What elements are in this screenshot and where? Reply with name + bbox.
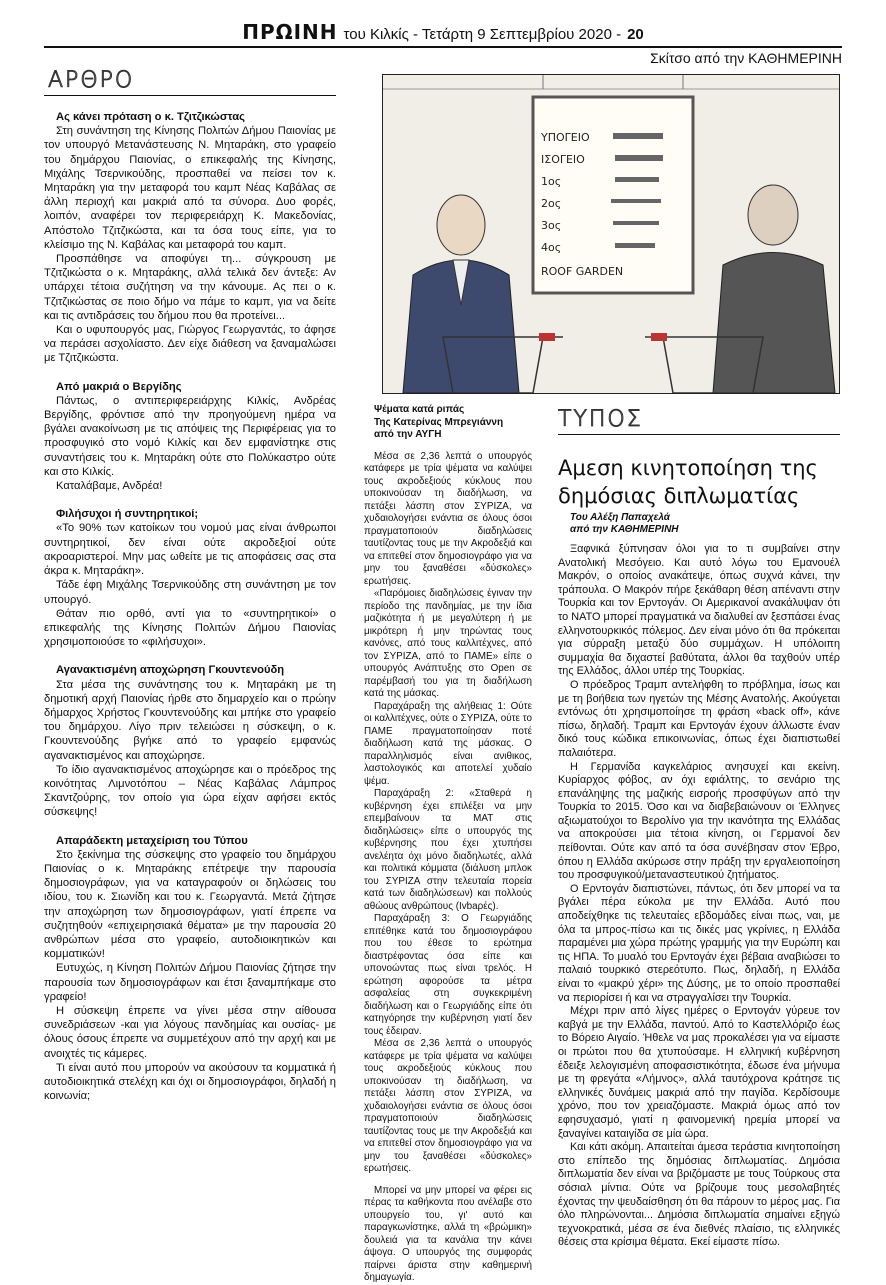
floor-label: 3ος bbox=[541, 219, 562, 232]
masthead-rule bbox=[44, 46, 842, 48]
section-label-typos: ΤΥΠΟΣ bbox=[558, 407, 643, 432]
article-column bbox=[44, 110, 336, 1103]
paragraph: Το ίδιο αγανακτισμένος αποχώρησε και ο πρόεδρος της κοινότητας Λιμνοτόπου – Νέας Καβάλας Λάμπρος Σκαντζούρης, τον οποίο για ώρα είχαν αφήσει εκτός σύσκεψης! bbox=[44, 763, 336, 819]
paragraph: Ο Ερντογάν διαπιστώνει, πάντως, ότι δεν μπορεί να τα βγάλει πέρα εύκολα με την Ελλάδα. Αυτό που αποδείχθηκε τις τελευταίες εβδομάδες είναι πως, ναι, με όλα τα μπρος-πίσω και τις δικές μας γκρίνιες, η Ελλάδα παραμένει μια χώρα πρώτης γραμμής για την Ευρώπη και τις ΗΠΑ. Το μυαλό του Ερντογάν έχει βέβαια αναβιώσει το παλαιό τουρκικό στερεότυπο. Πως, δηλαδή, η Ελλάδα είναι το «μακρύ χέρι» της Δύσης, με το οποίο προσπαθεί να περιορίσει ή και να στραγγαλίσει την Τουρκία. bbox=[558, 882, 840, 1004]
press-source: από την ΑΥΓΗ bbox=[374, 429, 442, 440]
paragraph: Καταλάβαμε, Ανδρέα! bbox=[56, 480, 163, 493]
press-title: Ψέματα κατά ριπάς bbox=[374, 404, 465, 415]
missile-icon bbox=[613, 221, 659, 225]
paragraph: Πάντως, ο αντιπεριφερειάρχης Κιλκίς, Ανδρέας Βεργίδης, φρόντισε από την προηγούμενη ημέρα να βγάλει ανακοίνωση με τις απόψεις της Περιφέρειας για το προσφυγικό στο νομό Κιλκίς και δεν εμφανίστηκε στις συναντήσεις του κ. Μηταράκη ούτε στο Πολύκαστρο ούτε και στο Κιλκίς. bbox=[44, 394, 336, 478]
paragraph: Προσπάθησε να αποφύγει τη... σύγκρουση με Τζιτζικώστα ο κ. Μηταράκης, αλλά τελικά δεν άντεξε: Αν υπάρχει τέτοια συζήτηση να την κάνουμε. Ας πει ο κ. Τζιτζικώστας σε ποιο δήμο να πάμε το καμπ, για να δείτε και τις αντιδράσεις του δήμου που θα προτείνει... bbox=[44, 253, 336, 322]
press-column bbox=[364, 404, 532, 1285]
subhead: Από μακριά ο Βεργίδης bbox=[56, 380, 182, 393]
paragraph: Στο ξεκίνημα της σύσκεψης στο γραφείο του δημάρχου Παιονίας ο κ. Μηταράκης επέτρεψε την παρουσία δημοσιογράφων, για να καταγραφούν οι δηλώσεις του ιδίου, του κ. Σιωνίδη και του κ. Γεωργαντά. Μετά ζήτησε την αποχώρηση των δημοσιογράφων, γιατί έπρεπε να συζητηθούν «επιχειρησιακά θέματα» με την παρουσία 20 ανθρώπων μέσα στο γραφείο, αυτοδιοικητικών και κομματικών! bbox=[44, 848, 336, 961]
ship-icon bbox=[615, 155, 663, 161]
paragraph: Μπορεί να μην μπορεί να φέρει εις πέρας τα καθήκοντα που ανέλαβε στο υπουργείο του, γι' αυτό και παραγκωνίστηκε, αλλά τη «βρώμικη» δουλειά για τα κανάλια την κάνει άψογα. Ο υπουργός της συμφοράς παίρνει άριστα στην καθημερινή δημαγωγία. bbox=[364, 1184, 532, 1283]
paragraph: Παραχάραξη της αλήθειας 1: Ούτε οι καλλιτέχνες, ούτε ο ΣΥΡΙΖΑ, ούτε το ΠΑΜΕ πραγματοποίησαν ποτέ διαδήλωση κατά της μάσκας. Ο παραλληλισμός είναι ανιθικος, λαστολογικός και αποτελεί χυδαίο ψέμα. bbox=[364, 700, 532, 787]
masthead-date: του Κιλκίς - Τετάρτη 9 Σεπτεμβρίου 2020 - bbox=[343, 26, 622, 43]
paragraph: Τι είναι αυτό που μπορούν να ακούσουν τα κομματικά ή αυτοδιοικητικά στελέχη και όχι οι δημοσιογράφοι, δηλαδή η κοινωνία; bbox=[44, 1061, 336, 1103]
floor-label: 1ος bbox=[541, 175, 562, 188]
paragraph: Μέσα σε 2,36 λεπτά ο υπουργός κατάφερε με τρία ψέματα να καλύψει τους ακροδεξιούς κύκλους που υποκινούσαν τη διαδήλωση, να πετάξει λάσπη στον ΣΥΡΙΖΑ, να χυδαιολογήσει ενάντια σε όλους όσοι πραγματοποιούν διαδηλώσεις ταυτίζοντας τους με την Ακροδεξιά και να επιτεθεί στον δημοσιογράφο για να μην του ξαναθέσει «δύσκολες» ερωτήσεις. bbox=[364, 450, 532, 587]
byline-author: Του Αλέξη Παπαχελά bbox=[570, 512, 670, 523]
cartoon-drawing bbox=[383, 75, 839, 393]
floor-label: ROOF GARDEN bbox=[541, 265, 624, 278]
paragraph: Στη συνάντηση της Κίνησης Πολιτών Δήμου Παιονίας με τον υπουργό Μετανάστευσης Ν. Μηταράκη, στο γραφείο του δημάρχου Παιονίας, ο επικεφαλής της Κίνησης, Μιχάλης Τσερνικούδης, προσπαθεί να πείσει τον κ. Μηταράκη για την μεταφορά του καμπ Νέας Καβάλας σε άλλη περιοχή και μακριά από τα σύνορα. Δυο φορές, λοιπόν, αναφέρει τον περιφερειάρχη Κ. Μακεδονίας, Απόστολο Τζιτζικώστα, και τα όσα τους είπε, για το κλείσιμο της Ν. Καβάλας και μεταφορά του καμπ. bbox=[44, 125, 336, 251]
paragraph: Παραχάραξη 3: Ο Γεωργιάδης επιτέθηκε κατά του δημοσιογράφου που του έθεσε το ερώτημα διαστρέφοντας όσα είπε και υπονοώντας πως είναι τρελός. Η ερώτηση αφορούσε τα μέτρα ασφαλείας στη συγκεκριμένη διαδήλωση και ο Γεωργιάδης είπε ότι κατηγόρησε την κυβέρνηση γιατί δεν τους έδειραν. bbox=[364, 913, 532, 1037]
paragraph: Η Γερμανίδα καγκελάριος ανησυχεί και εκείνη. Κυρίαρχος φόβος, αν όχι εφιάλτης, το σενάριο της επανάληψης της μαζικής εισροής προσφύγων από την Τουρκία το 2015. Όσο και να διαβεβαιώνουν οι Έλληνες αξιωματούχοι το Βερολίνο για την ικανότητα της Ελλάδας να αποκρούσει μια τέτοια κίνηση, οι Γερμανοί δεν πείθονται. Ούτε καν από τα όσα συνέβησαν στον Έβρο, όπου η Ελλάδα ακύρωσε στην πράξη την εργαλειοποίηση του προσφυγικού/μεταναστευτικού ζητήματος. bbox=[558, 760, 840, 882]
tank-icon bbox=[615, 177, 659, 182]
plane-icon bbox=[615, 243, 655, 248]
paragraph: Ευτυχώς, η Κίνηση Πολιτών Δήμου Παιονίας ζήτησε την παρουσία των δημοσιογράφων και έτσι ξαναμπήκαμε στο γραφείο! bbox=[44, 962, 336, 1003]
floor-label: ΥΠΟΓΕΙΟ bbox=[541, 131, 590, 144]
paper-name: ΠΡΩΙΝΗ bbox=[242, 20, 338, 44]
press-author: Της Κατερίνας Μπρεγιάννη bbox=[374, 416, 504, 428]
paragraph: «Παρόμοιες διαδηλώσεις έγιναν την περίοδο της πανδημίας, με την ίδια μαζικότητα ή με μεγαλύτερη ή με μικρότερη ή μην τηρώντας τους κανόνες, από τους καλλιτέχνες, από τον ΣΥΡΙΖΑ, από το ΠΑΜΕ» είπε ο υπουργός Ανάπτυξης στο Open σε παρέμβασή του για τη διαδήλωση κατά της μάσκας. bbox=[364, 588, 532, 699]
paragraph: Ξαφνικά ξύπνησαν όλοι για το τι συμβαίνει στην Ανατολική Μεσόγειο. Και αυτό λόγω του Εμανουέλ Μακρόν, ο οποίος ανακάτεψε, όπως συχνά κάνει, την τράπουλα. Ο Μακρόν πήρε ξεκάθαρη θέση απέναντι στην Τουρκία και τον Ερντογάν. Οι Αμερικανοί ανακάλυψαν ότι το ΝΑΤΟ μπορεί πραγματικά να διαλυθεί αν ξεσπάσει ένας ελληνοτουρκικός πόλεμος. Δεν είναι μόνο ότι θα πρόκειται για σύρραξη μεταξύ δύο συμμάχων. Η υπόλοιπη συμμαχία θα διχαστεί βαθύτατα, άλλοι θα ταχθούν υπέρ της Ελλάδος, άλλοι υπέρ της Τουρκίας. bbox=[558, 543, 840, 678]
paragraph: Και ο υφυπουργός μας, Γιώργος Γεωργαντάς, το άφησε να περάσει ασχολίαστο. Δεν είχε διάθεση να ξαναμαλώσει με Τζιτζικώστα. bbox=[44, 324, 336, 365]
byline bbox=[558, 512, 840, 536]
masthead bbox=[44, 20, 842, 44]
sketch-credit: Σκίτσο από την ΚΑΘΗΜΕΡΙΝΗ bbox=[650, 50, 842, 66]
subhead: Ας κάνει πρόταση ο κ. Τζιτζικώστας bbox=[56, 111, 245, 123]
paragraph: Η σύσκεψη έπρεπε να γίνει μέσα στην αίθουσα συνεδριάσεων -και για λόγους πανδημίας και ουσίας- με όλους όσους έπρεπε να συμμετέχουν από την αρχή και με ανοιχτές τις κάμερες. bbox=[44, 1004, 336, 1060]
paragraph: Μέσα σε 2,36 λεπτά ο υπουργός κατάφερε με τρία ψέματα να καλύψει τους ακροδεξιούς κύκλους που υποκινούσαν τη διαδήλωση, να πετάξει λάσπη στον ΣΥΡΙΖΑ, να χυδαιολογήσει ενάντια σε όλους όσοι πραγματοποιούν διαδηλώσεις ταυτίζοντας τους με την Ακροδεξιά και να επιτεθεί στον δημοσιογράφο για να μην του ξαναθέσει «δύσκολες» ερωτήσεις. bbox=[364, 1038, 532, 1174]
headline: Αμεση κινητοποίηση της δημόσιας διπλωματίας bbox=[558, 456, 818, 508]
page-number: 20 bbox=[627, 26, 644, 43]
floor-label: 2ος bbox=[541, 197, 562, 210]
floor-label: 4ος bbox=[541, 241, 562, 254]
paragraph: Και κάτι ακόμη. Απαιτείται άμεσα τεράστια κινητοποίηση στο επίπεδο της δημόσιας διπλωματίας. Δημόσια διπλωματία δεν είναι να βριζόμαστε με τους Τούρκους στα σόσιαλ μίντια. Ούτε να βρίζουμε τους μεσολαβητές έχοντας την ψευδαίσθηση ότι θα πάρουν το μέρος μας. Για όλο πληρώνονται... Δημόσια διπλωματία σημαίνει εξηγώ τεχνοκρατικά, μέσα σε ένα διεθνές πλαίσιο, τις ελληνικές θέσεις στα κρίσιμα θέματα. Εκεί είμαστε πίσω. bbox=[558, 1141, 840, 1249]
byline-source: από την ΚΑΘΗΜΕΡΙΝΗ bbox=[570, 524, 679, 535]
section-label-arthro: ΑΡΘΡΟ bbox=[48, 68, 135, 93]
rifle-icon bbox=[611, 199, 661, 203]
floor-label: ΙΣΟΓΕΙΟ bbox=[541, 153, 585, 166]
paragraph: Θάταν πιο ορθό, αντί για το «συντηρητικοί» ο επικεφαλής της Κίνησης Πολιτών Δήμου Παιονίας χρησιμοποιούσε το «φιλήσυχοι». bbox=[44, 607, 336, 649]
paragraph: Παραχάραξη 2: «Σταθερά η κυβέρνηση έχει επιλέξει να μην επεμβαίνουν τα ΜΑΤ στις διαδηλώσεις» είπε ο υπουργός της κυβέρνησης που έχει χτυπήσει ανελέητα όχι μόνο διαδηλωτές, αλλά και πολιτικά κόμματα (διάλυση μπλοκ του ΣΥΡΙΖΑ στην τελευταία πορεία κατά των διαδηλώσεων) και πολλούς αθώους ανθρώπους (Ivbaρές). bbox=[364, 788, 532, 912]
paragraph: Τάδε έφη Μιχάλης Τσερνικούδης στη συνάντηση με τον υπουργό. bbox=[44, 579, 336, 606]
paragraph: Μέχρι πριν από λίγες ημέρες ο Ερντογάν γύρευε τον καβγά με την Ελλάδα, παντού. Από το Καστελλόριζο έως το Βόρειο Αιγαίο. Ήθελε να μας προκαλέσει για να είμαστε οι πρώτοι που θα χτυπούσαμε. Η ελληνική κυβέρνηση έδειξε λελογισμένη αποφασιστικότητα, έδωσε ένα μήνυμα με τη φρεγάτα «Λήμνος», αλλά ταυτόχρονα κράτησε τις ελληνικές δυνάμεις μακριά από την παγίδα. Κερδίσουμε χρόνο, που τον χρειαζόμαστε. Μακριά όμως από τον εφησυχασμό, γιατί η φαινομενική ηρεμία μπορεί να ξαναγίνει καταιγίδα σε μία ώρα. bbox=[558, 1005, 840, 1140]
subhead: Φιλήσυχοι ή συντηρητικοί; bbox=[56, 508, 199, 521]
subhead: Αγανακτισμένη αποχώρηση Γκουντενούδη bbox=[56, 664, 285, 677]
ship-icon bbox=[613, 133, 663, 139]
section-rule-arthro bbox=[44, 95, 336, 96]
cartoon bbox=[382, 74, 840, 394]
typos-column bbox=[558, 543, 840, 1250]
section-rule-typos bbox=[558, 434, 840, 435]
paragraph: Στα μέσα της συνάντησης του κ. Μηταράκη με τη δημοτική αρχή Παιονίας ήρθε στο δημαρχείο και ο πρώην δήμαρχος Χρήστος Γκουντενούδης και μπήκε στο γραφείο του δημάρχου. Λίγο πριν τελειώσει η σύσκεψη, ο κ. Γκουντενούδης βγήκε από το γραφείο εμφανώς αγανακτισμένος και αποχώρησε. bbox=[44, 678, 336, 762]
subhead: Απαράδεκτη μεταχείριση του Τύπου bbox=[56, 834, 248, 847]
paragraph: Ο πρόεδρος Τραμπ αντελήφθη το πρόβλημα, ίσως και με τη βοήθεια των ηγετών της Μέσης Ανατολής. Ακούγεται εντόνως ότι χρησιμοποίησε τη φράση «back off», κάνε πίσω, δηλαδή. Τραμπ και Ερντογάν έχουν άλλωστε έναν δικό τους κώδικα επικοινωνίας, όπως έχει διαπιστωθεί παλαιότερα. bbox=[558, 678, 840, 759]
paragraph: «Το 90% των κατοίκων του νομού μας είναι άνθρωποι συντηρητικοί, δεν είναι ούτε ακροδεξιοί ούτε ακροαριστεροί. Μην μας ωθείτε με τις αποφάσεις σας στα άκρα κ. Μηταράκη». bbox=[44, 522, 336, 578]
